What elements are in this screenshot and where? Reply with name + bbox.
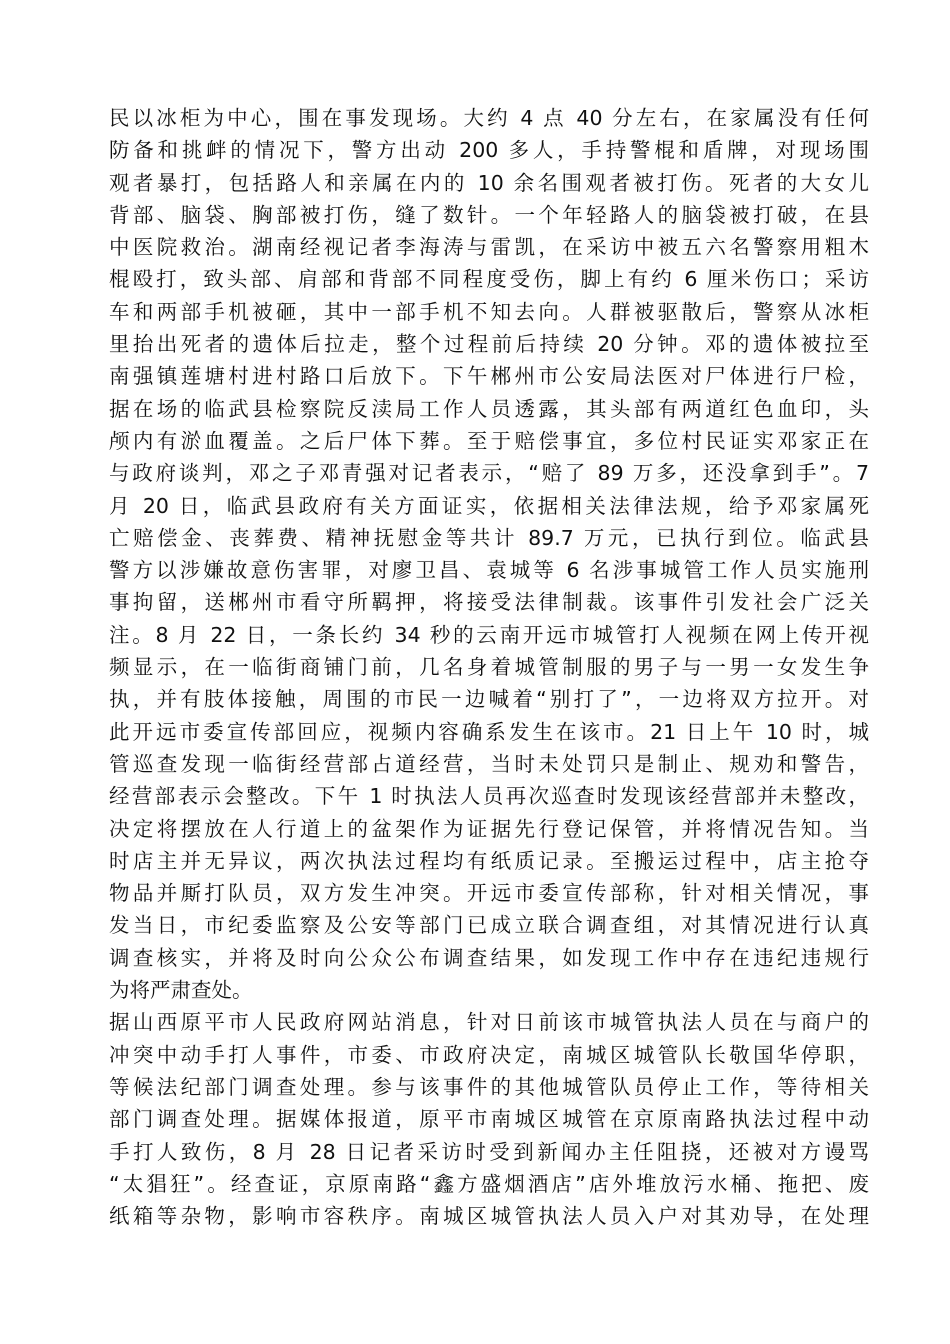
text-line: 月 20 日，临武县政府有关方面证实，依据相关法律法规，给予邓家属死 <box>109 493 869 518</box>
text-line: 防备和挑衅的情况下，警方出动 200 多人，手持警棍和盾牌，对现场围 <box>109 138 869 163</box>
document-body <box>109 102 869 1232</box>
text-line: 注。8 月 22 日，一条长约 34 秒的云南开远市城管打人视频在网上传开视 <box>109 622 869 647</box>
text-line: 为将严肃查处。 <box>109 978 253 1003</box>
text-line: 观者暴打，包括路人和亲属在内的 10 余名围观者被打伤。死者的大女儿 <box>109 170 869 195</box>
text-line: 车和两部手机被砸，其中一部手机不知去向。人群被驱散后，警察从冰柜 <box>109 299 869 324</box>
text-line: 冲突中动手打人事件，市委、市政府决定，南城区城管队长敬国华停职， <box>109 1042 869 1067</box>
text-line: 里抬出死者的遗体后拉走，整个过程前后持续 20 分钟。邓的遗体被拉至 <box>109 332 869 357</box>
text-line: 事拘留，送郴州市看守所羁押，将接受法律制裁。该事件引发社会广泛关 <box>109 590 869 615</box>
text-line: 时店主并无异议，两次执法过程均有纸质记录。至搬运过程中，店主抢夺 <box>109 848 869 873</box>
text-line: 中医院救治。湖南经视记者李海涛与雷凯，在采访中被五六名警察用粗木 <box>109 235 869 260</box>
text-line: 此开远市委宣传部回应，视频内容确系发生在该市。21 日上午 10 时，城 <box>109 719 869 744</box>
text-line: 民以冰柜为中心，围在事发现场。大约 4 点 40 分左右，在家属没有任何 <box>109 106 869 130</box>
text-line: 手打人致伤，8 月 28 日记者采访时受到新闻办主任阻挠，还被对方谩骂 <box>109 1139 869 1164</box>
text-line: 纸箱等杂物，影响市容秩序。南城区城管执法人员入户对其劝导，在处理 <box>109 1204 869 1229</box>
text-line: 执，并有肢体接触，周围的市民一边喊着“别打了”，一边将双方拉开。对 <box>109 687 869 712</box>
text-line: 管巡查发现一临街经营部占道经营，当时未处罚只是制止、规劝和警告， <box>109 751 869 776</box>
text-line: “太猖狂”。经查证，京原南路“鑫方盛烟酒店”店外堆放污水桶、拖把、废 <box>109 1171 869 1196</box>
text-line: 等候法纪部门调查处理。参与该事件的其他城管队员停止工作，等待相关 <box>109 1074 869 1099</box>
text-line: 物品并厮打队员，双方发生冲突。开远市委宣传部称，针对相关情况，事 <box>109 881 869 906</box>
text-line: 调查核实，并将及时向公众公布调查结果，如发现工作中存在违纪违规行 <box>109 945 869 970</box>
paragraph-1 <box>109 102 869 1006</box>
text-line: 颅内有淤血覆盖。之后尸体下葬。至于赔偿事宜，多位村民证实邓家正在 <box>109 428 869 453</box>
text-line: 据在场的临武县检察院反渎局工作人员透露，其头部有两道红色血印，头 <box>109 396 869 421</box>
text-line: 南强镇莲塘村进村路口后放下。下午郴州市公安局法医对尸体进行尸检， <box>109 364 869 389</box>
text-line: 亡赔偿金、丧葬费、精神抚慰金等共计 89.7 万元，已执行到位。临武县 <box>109 525 869 550</box>
text-line: 发当日，市纪委监察及公安等部门已成立联合调查组，对其情况进行认真 <box>109 913 869 938</box>
text-line: 据山西原平市人民政府网站消息，针对日前该市城管执法人员在与商户的 <box>109 1010 869 1035</box>
text-line: 决定将摆放在人行道上的盆架作为证据先行登记保管，并将情况告知。当 <box>109 816 869 841</box>
text-line: 与政府谈判，邓之子邓青强对记者表示，“赔了 89 万多，还没拿到手”。7 <box>109 461 869 486</box>
paragraph-2 <box>109 1006 869 1232</box>
text-line: 部门调查处理。据媒体报道，原平市南城区城管在京原南路执法过程中动 <box>109 1107 869 1132</box>
text-line: 背部、脑袋、胸部被打伤，缝了数针。一个年轻路人的脑袋被打破，在县 <box>109 202 869 227</box>
text-line: 频显示，在一临街商铺门前，几名身着城管制服的男子与一男一女发生争 <box>109 655 869 680</box>
text-line: 警方以涉嫌故意伤害罪，对廖卫昌、袁城等 6 名涉事城管工作人员实施刑 <box>109 558 869 583</box>
text-line: 经营部表示会整改。下午 1 时执法人员再次巡查时发现该经营部并未整改， <box>109 784 869 809</box>
text-line: 棍殴打，致头部、肩部和背部不同程度受伤，脚上有约 6 厘米伤口；采访 <box>109 267 869 292</box>
